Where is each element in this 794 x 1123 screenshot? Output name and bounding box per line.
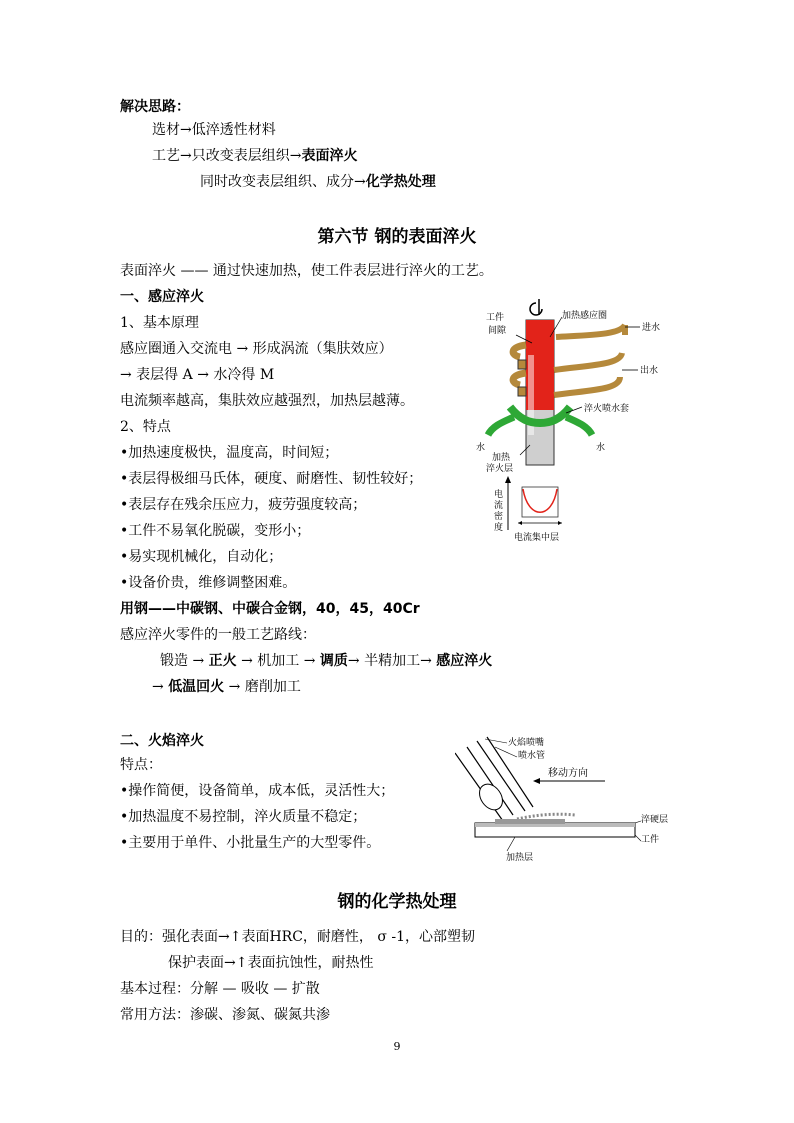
label-current-concentration: 电流集中层 bbox=[514, 533, 560, 543]
flame-feature-1: •操作简便，设备简单，成本低，灵活性大； bbox=[120, 783, 395, 799]
chem-purpose-2: 保护表面→↑表面抗蚀性，耐热性 bbox=[168, 955, 374, 971]
definition: 表面淬火 —— 通过快速加热，使工件表层进行淬火的工艺。 bbox=[120, 263, 493, 279]
route-line-1: 锻造 → 正火 → 机加工 → 调质→ 半精加工→ 感应淬火 bbox=[160, 653, 493, 669]
chem-purpose-1: 目的：强化表面→↑表面HRC，耐磨性， σ -1，心部塑韧 bbox=[120, 929, 476, 945]
section-title: 第六节 钢的表面淬火 bbox=[317, 227, 477, 247]
feature-3: •表层存在残余压应力，疲劳强度较高； bbox=[120, 497, 367, 513]
label-gap: 间隙 bbox=[488, 326, 507, 336]
features-heading: 2、特点 bbox=[120, 419, 171, 435]
feature-5: •易实现机械化，自动化； bbox=[120, 549, 283, 565]
chem-methods: 常用方法：渗碳、渗氮、碳氮共渗 bbox=[120, 1007, 330, 1023]
principle-line-2: → 表层得 A → 水冷得 M bbox=[120, 367, 275, 383]
page-number: 9 bbox=[393, 1040, 401, 1053]
flame-feature-2: •加热温度不易控制，淬火质量不稳定； bbox=[120, 809, 367, 825]
label-direction: 移动方向 bbox=[548, 768, 588, 779]
label-current-density: 电流密度 bbox=[494, 490, 504, 533]
chem-title: 钢的化学热处理 bbox=[337, 892, 457, 912]
label-water-right: 水 bbox=[596, 443, 606, 453]
route-title: 感应淬火零件的一般工艺路线： bbox=[120, 627, 316, 643]
label-water-out: 出水 bbox=[640, 366, 659, 376]
solution-line-material: 选材→低淬透性材料 bbox=[152, 122, 276, 138]
feature-2: •表层得极细马氏体，硬度、耐磨性、韧性较好； bbox=[120, 471, 423, 487]
label-heat: 加热 bbox=[492, 453, 511, 463]
subsection-flame: 二、火焰淬火 bbox=[120, 733, 204, 749]
feature-1: •加热速度极快，温度高，时间短； bbox=[120, 445, 339, 461]
solution-line-chemical: 同时改变表层组织、成分→化学热处理 bbox=[200, 174, 436, 190]
label-quench-layer: 淬火层 bbox=[486, 464, 514, 474]
feature-4: •工件不易氧化脱碳，变形小； bbox=[120, 523, 311, 539]
label-coil: 加热感应圈 bbox=[562, 311, 608, 321]
label-flame-nozzle: 火焰喷嘴 bbox=[508, 738, 545, 748]
flame-feature-3: •主要用于单件、小批量生产的大型零件。 bbox=[120, 835, 381, 851]
label-heated-layer: 加热层 bbox=[506, 853, 534, 863]
chem-process: 基本过程：分解 — 吸收 — 扩散 bbox=[120, 981, 320, 997]
label-work: 工件 bbox=[641, 835, 660, 845]
solution-line-process: 工艺→只改变表层组织→表面淬火 bbox=[152, 148, 358, 164]
principle-line-1: 感应圈通入交流电 → 形成涡流（集肤效应） bbox=[120, 341, 393, 357]
feature-6: •设备价贵，维修调整困难。 bbox=[120, 575, 297, 591]
flame-features-heading: 特点： bbox=[120, 757, 162, 773]
principle-line-3: 电流频率越高，集肤效应越强烈，加热层越薄。 bbox=[120, 393, 414, 409]
solution-heading: 解决思路： bbox=[120, 99, 190, 115]
route-line-2: → 低温回火 → 磨削加工 bbox=[152, 679, 301, 695]
label-spray: 淬火喷水套 bbox=[584, 404, 630, 414]
principle-heading: 1、基本原理 bbox=[120, 315, 199, 331]
label-water-left: 水 bbox=[476, 443, 486, 453]
steel-line: 用钢——中碳钢、中碳合金钢，40，45，40Cr bbox=[120, 601, 420, 617]
subsection-induction: 一、感应淬火 bbox=[120, 289, 204, 305]
label-hardened-layer: 淬硬层 bbox=[641, 815, 669, 825]
label-workpiece: 工件 bbox=[486, 313, 505, 323]
label-water-pipe: 喷水管 bbox=[518, 751, 546, 761]
label-water-in: 进水 bbox=[642, 323, 661, 333]
